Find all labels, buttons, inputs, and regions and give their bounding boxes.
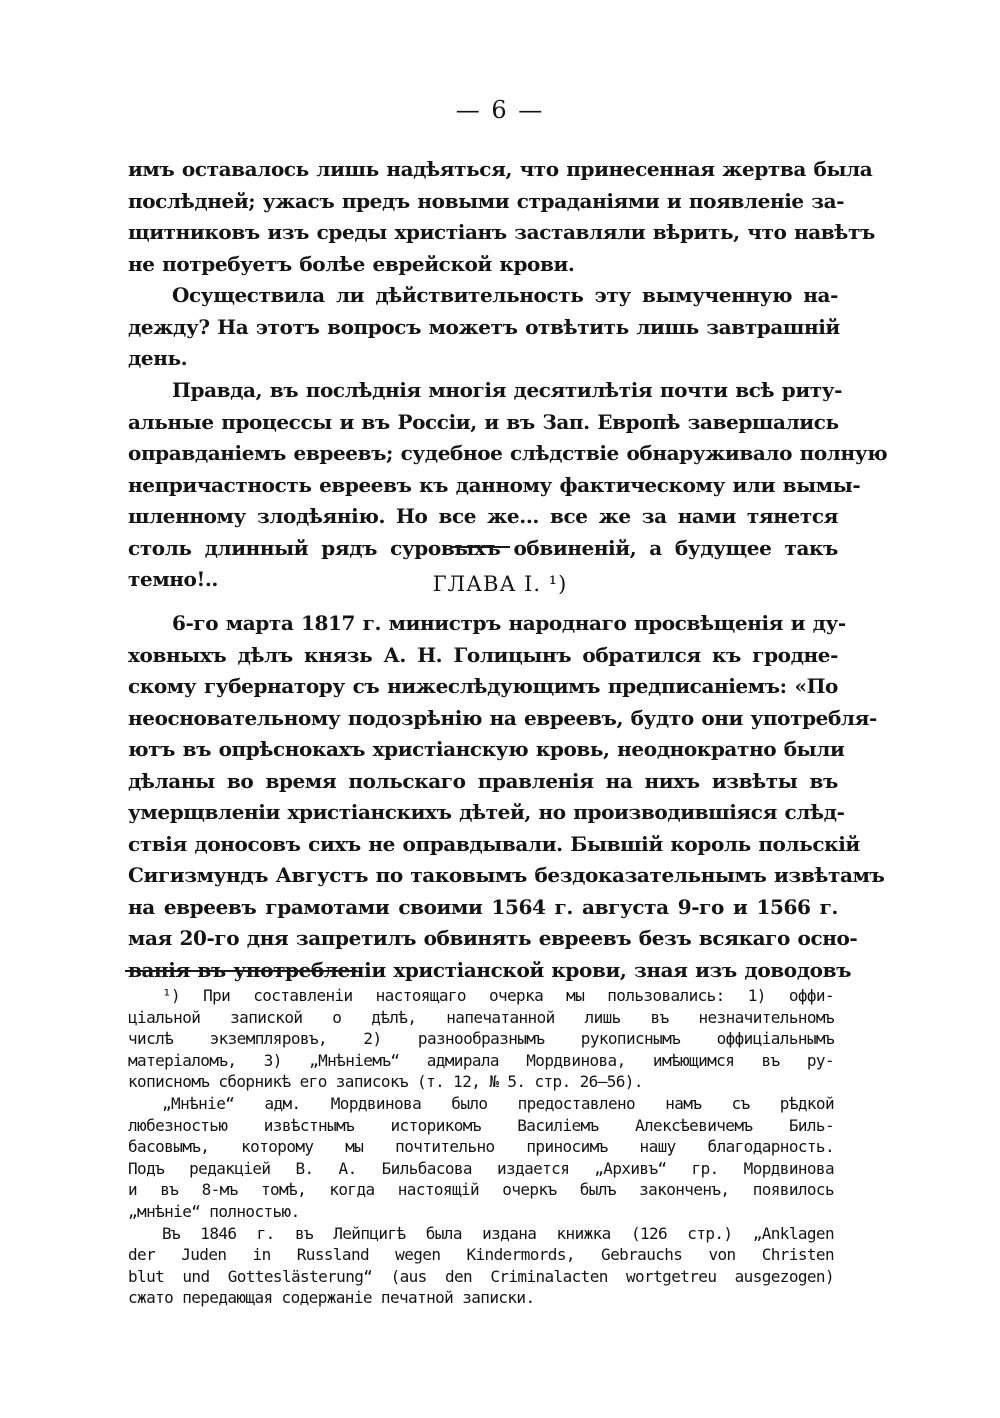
footnote-line: любезностью извѣстнымъ историкомъ Василіемъ Алексѣевичемъ Биль- <box>128 1115 834 1135</box>
text-line: темно!.. <box>128 567 218 591</box>
footnote-3 <box>128 1223 834 1309</box>
text-line: Осуществила ли дѣйствительность эту вымученную на- <box>172 283 838 307</box>
footnote-1 <box>128 985 834 1093</box>
text-line: мая 20-го дня запретилъ обвинять евреевъ безъ всякаго осно- <box>128 926 858 950</box>
text-line: имъ оставалось лишь надѣяться, что принесенная жертва была <box>128 157 873 181</box>
chapter-title: ГЛАВА I. ¹) <box>432 572 568 596</box>
footnote-line: Въ 1846 г. въ Лейпцигѣ была издана книжка (126 стр.) „Anklagen <box>162 1223 834 1243</box>
page-number: — 6 — <box>455 96 545 124</box>
footnote-line: числѣ экземпляровъ, 2) разнообразнымъ рукописнымъ оффиціальнымъ <box>128 1029 834 1049</box>
paragraph-3 <box>128 375 888 596</box>
footnote-line: сжато передающая содержаніе печатной записки. <box>128 1288 535 1308</box>
text-line: шленному злодѣянію. Но все же... все же за нами тянется <box>128 504 838 528</box>
footnote-line: ¹) При составленіи настоящаго очерка мы пользовались: 1) оффи- <box>162 986 834 1005</box>
text-line: скому губернатору съ нижеслѣдующимъ предписаніемъ: «По <box>128 674 838 698</box>
footnote-line: blut und Gotteslästerung“ (aus den Criminalacten wortgetreu ausgezogen) <box>128 1266 834 1286</box>
text-line: непричастность евреевъ къ данному фактическому или вымы- <box>128 472 861 497</box>
text-line: неосновательному подозрѣнію на евреевъ, будто они употребля- <box>128 705 877 730</box>
text-line: день. <box>128 346 188 370</box>
text-line: ванія въ употребленіи христіанской крови, зная изъ доводовъ <box>128 957 852 982</box>
text-line: ютъ въ опрѣснокахъ христіанскую кровь, неоднократно были <box>128 737 845 761</box>
footnote-line: der Juden in Russland wegen Kindermords, Gebrauchs von Christen <box>128 1245 834 1265</box>
text-line: щитниковъ изъ среды христіанъ заставляли вѣрить, что навѣтъ <box>128 220 875 244</box>
text-line: на евреевъ грамотами своими 1564 г. августа 9-го и 1566 г. <box>128 894 838 919</box>
paragraph-2 <box>128 280 838 375</box>
text-line: Правда, въ послѣднія многія десятилѣтія почти всѣ риту- <box>172 378 843 402</box>
text-line: не потребуетъ болѣе еврейской крови. <box>128 251 575 276</box>
footnote-divider <box>125 970 357 972</box>
footnote-line: „Мнѣніе“ адм. Мордвинова было предоставлено намъ съ рѣдкой <box>162 1093 834 1113</box>
footnote-line: „мнѣніе“ полностью. <box>128 1201 300 1221</box>
footnote-line: и въ 8-мъ томѣ, когда настоящій очеркъ былъ законченъ, появилось <box>128 1180 834 1200</box>
text-line: столь длинный рядъ суровыхъ обвиненій, а будущее такъ <box>128 535 838 560</box>
footnote-line: Подъ редакціей В. А. Бильбасова издается „Архивъ“ гр. Мордвинова <box>128 1158 834 1178</box>
text-line: дѣланы во время польскаго правленія на нихъ извѣты въ <box>128 768 838 793</box>
paragraph-1 <box>128 154 875 280</box>
text-line: альные процессы и въ Россіи, и въ Зап. Европѣ завершались <box>128 409 839 434</box>
section-divider <box>452 546 510 548</box>
footnotes <box>128 985 834 1309</box>
text-line: дежду? На этотъ вопросъ можетъ отвѣтить лишь завтрашній <box>128 314 840 339</box>
text-line: Сигизмундъ Августъ по таковымъ бездоказательнымъ извѣтамъ <box>128 863 885 887</box>
paragraph-4 <box>128 608 885 986</box>
text-line: 6-го марта 1817 г. министръ народнаго просвѣщенія и ду- <box>172 611 846 635</box>
text-line: ствія доносовъ сихъ не оправдывали. Бывшій король польскій <box>128 831 860 856</box>
text-line: умерщвленіи христіанскихъ дѣтей, но производившіяся слѣд- <box>128 800 845 824</box>
footnote-2 <box>128 1093 834 1223</box>
text-line: ховныхъ дѣлъ князь А. Н. Голицынъ обратился къ гродне- <box>128 642 838 667</box>
text-line: послѣдней; ужасъ предъ новыми страданіями и появленіе за- <box>128 188 845 213</box>
footnote-line: ціальной запиской о дѣлѣ, напечатанной лишь въ незначительномъ <box>128 1007 834 1027</box>
footnote-line: басовымъ, которому мы почтительно приносимъ нашу благодарность. <box>128 1137 834 1157</box>
footnote-line: матеріаломъ, 3) „Мнѣніемъ“ адмирала Мордвинова, имѣющимся въ ру- <box>128 1050 834 1070</box>
footnote-line: кописномъ сборникѣ его записокъ (т. 12, № 5. стр. 26—56). <box>128 1072 643 1092</box>
text-line: оправданіемъ евреевъ; судебное слѣдствіе обнаруживало полную <box>128 441 888 465</box>
